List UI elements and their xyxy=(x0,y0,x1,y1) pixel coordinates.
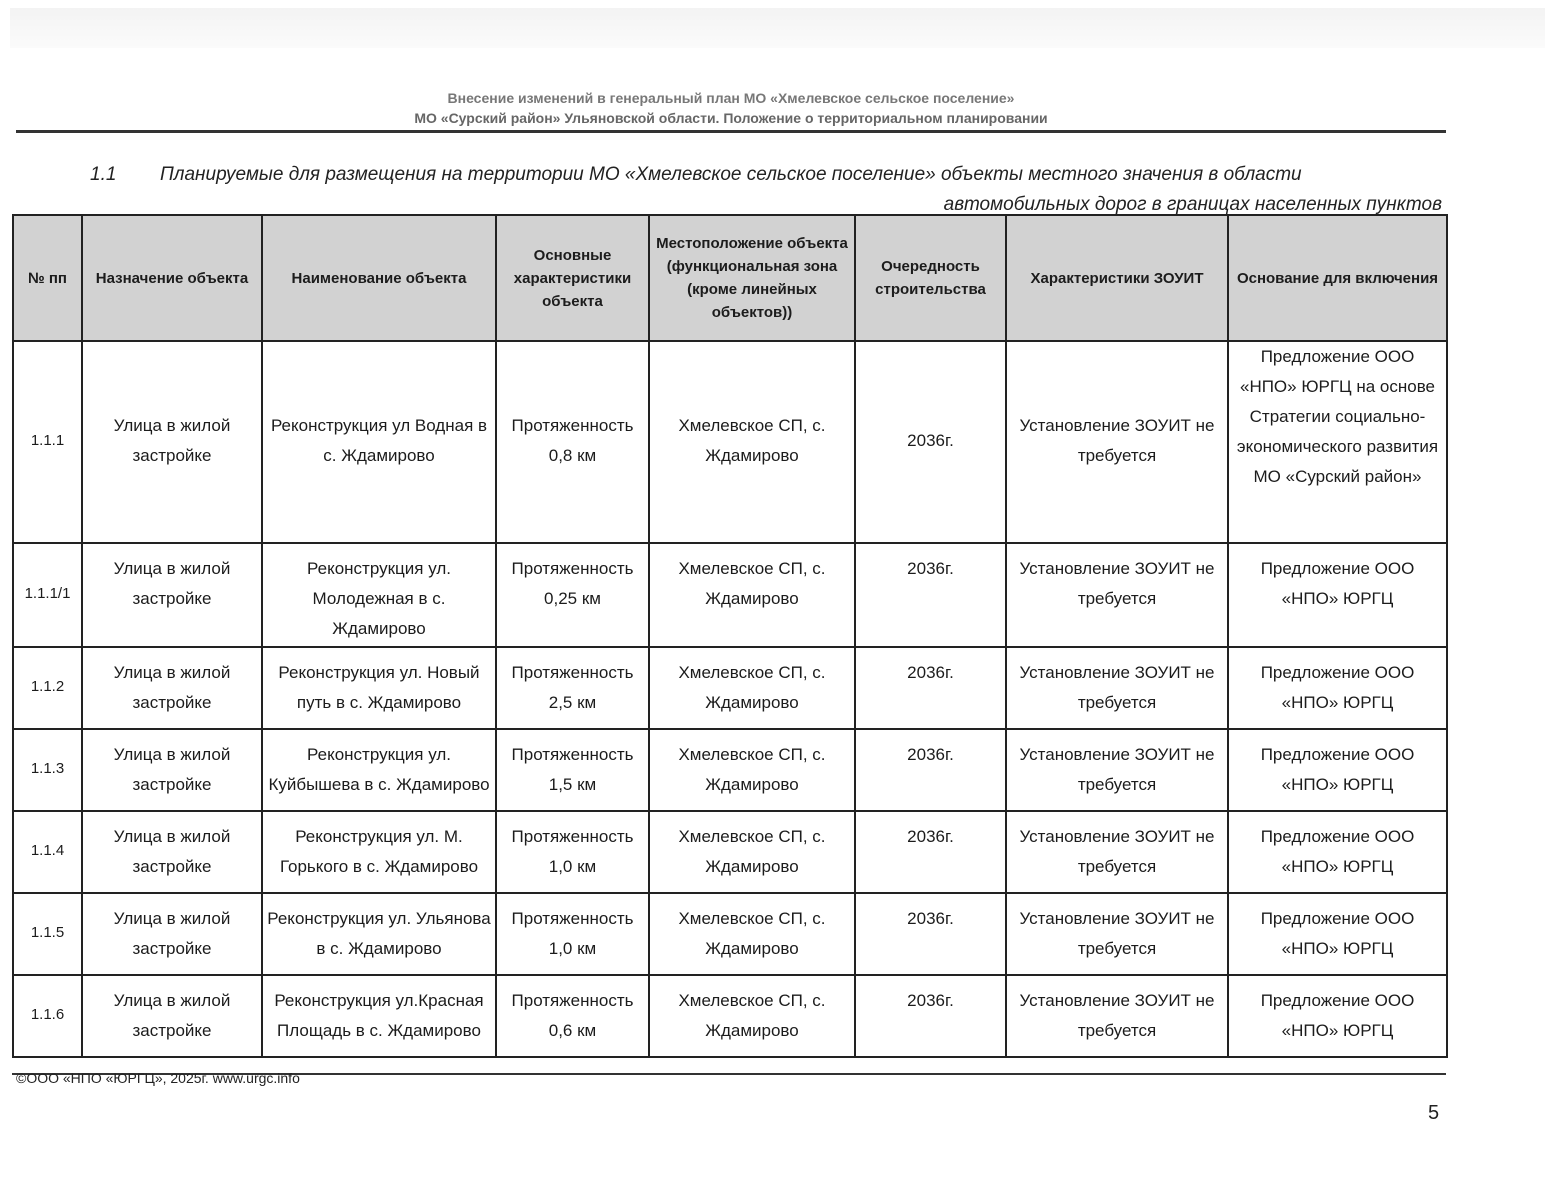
cell-basis: Предложение ООО «НПО» ЮРГЦ xyxy=(1228,647,1447,729)
header-divider xyxy=(16,130,1446,133)
cell-purpose: Улица в жилой застройке xyxy=(82,811,262,893)
cell-name: Реконструкция ул. Куйбышева в с. Ждамирово xyxy=(262,729,496,811)
cell-name: Реконструкция ул. Ульянова в с. Ждамирово xyxy=(262,893,496,975)
cell-zouit: Установление ЗОУИТ не требуется xyxy=(1006,729,1228,811)
column-header: Назначение объекта xyxy=(82,215,262,341)
cell-zouit: Установление ЗОУИТ не требуется xyxy=(1006,647,1228,729)
column-header: Основные характеристики объекта xyxy=(496,215,649,341)
section-title-line-2: автомобильных дорог в границах населенных пунктов xyxy=(943,194,1442,215)
table-row xyxy=(13,647,1447,729)
cell-zouit: Установление ЗОУИТ не требуется xyxy=(1006,341,1228,543)
cell-order: 2036г. xyxy=(855,729,1006,811)
cell-characteristics: Протяженность 2,5 км xyxy=(496,647,649,729)
cell-characteristics: Протяженность 1,0 км xyxy=(496,893,649,975)
cell-purpose: Улица в жилой застройке xyxy=(82,975,262,1057)
table-row xyxy=(13,893,1447,975)
header-line-2: МО «Сурский район» Ульяновской области. Положение о территориальном планировании xyxy=(414,110,1048,126)
cell-name: Реконструкция ул. Молодежная в с. Ждамирово xyxy=(262,543,496,647)
cell-number: 1.1.1 xyxy=(13,341,82,543)
header-line-1: Внесение изменений в генеральный план МО «Хмелевское сельское поселение» xyxy=(447,90,1015,106)
page-number: 5 xyxy=(1428,1102,1440,1124)
cell-location: Хмелевское СП, с. Ждамирово xyxy=(649,729,855,811)
cell-basis: Предложение ООО «НПО» ЮРГЦ xyxy=(1228,543,1447,647)
section-number: 1.1 xyxy=(90,164,117,185)
table-row xyxy=(13,811,1447,893)
cell-location: Хмелевское СП, с. Ждамирово xyxy=(649,647,855,729)
cell-number: 1.1.3 xyxy=(13,729,82,811)
cell-location: Хмелевское СП, с. Ждамирово xyxy=(649,543,855,647)
cell-location: Хмелевское СП, с. Ждамирово xyxy=(649,975,855,1057)
cell-order: 2036г. xyxy=(855,647,1006,729)
cell-number: 1.1.1/1 xyxy=(13,543,82,647)
table-header-row xyxy=(13,215,1447,341)
scan-edge-shadow xyxy=(10,8,1545,48)
cell-order: 2036г. xyxy=(855,341,1006,543)
table-row xyxy=(13,729,1447,811)
cell-purpose: Улица в жилой застройке xyxy=(82,543,262,647)
cell-basis: Предложение ООО «НПО» ЮРГЦ xyxy=(1228,729,1447,811)
column-header: Основание для включения xyxy=(1228,215,1447,341)
cell-basis: Предложение ООО «НПО» ЮРГЦ xyxy=(1228,893,1447,975)
cell-basis: Предложение ООО «НПО» ЮРГЦ xyxy=(1228,811,1447,893)
cell-characteristics: Протяженность 1,0 км xyxy=(496,811,649,893)
column-header: № пп xyxy=(13,215,82,341)
cell-number: 1.1.6 xyxy=(13,975,82,1057)
cell-purpose: Улица в жилой застройке xyxy=(82,647,262,729)
cell-number: 1.1.4 xyxy=(13,811,82,893)
cell-zouit: Установление ЗОУИТ не требуется xyxy=(1006,543,1228,647)
cell-purpose: Улица в жилой застройке xyxy=(82,341,262,543)
cell-zouit: Установление ЗОУИТ не требуется xyxy=(1006,975,1228,1057)
section-title-line-1: Планируемые для размещения на территории МО «Хмелевское сельское поселение» объекты местного значения в области xyxy=(160,164,1302,185)
cell-characteristics: Протяженность 0,6 км xyxy=(496,975,649,1057)
cell-order: 2036г. xyxy=(855,543,1006,647)
cell-characteristics: Протяженность 0,8 км xyxy=(496,341,649,543)
cell-name: Реконструкция ул. М. Горького в с. Ждамирово xyxy=(262,811,496,893)
cell-location: Хмелевское СП, с. Ждамирово xyxy=(649,341,855,543)
cell-basis: Предложение ООО «НПО» ЮРГЦ на основе Стратегии социально-экономического развития МО «Сурский район» xyxy=(1228,341,1447,543)
objects-table xyxy=(12,214,1448,1058)
footer-copyright: ©ООО «НПО «ЮРГЦ», 2025г. www.urgc.info xyxy=(16,1070,300,1086)
column-header: Характеристики ЗОУИТ xyxy=(1006,215,1228,341)
column-header: Местоположение объекта (функциональная зона (кроме линейных объектов)) xyxy=(649,215,855,341)
table-row xyxy=(13,543,1447,647)
cell-number: 1.1.2 xyxy=(13,647,82,729)
cell-characteristics: Протяженность 0,25 км xyxy=(496,543,649,647)
cell-location: Хмелевское СП, с. Ждамирово xyxy=(649,811,855,893)
cell-order: 2036г. xyxy=(855,975,1006,1057)
document-header xyxy=(16,88,1446,128)
cell-zouit: Установление ЗОУИТ не требуется xyxy=(1006,811,1228,893)
table-row xyxy=(13,975,1447,1057)
cell-name: Реконструкция ул Водная в с. Ждамирово xyxy=(262,341,496,543)
cell-characteristics: Протяженность 1,5 км xyxy=(496,729,649,811)
cell-zouit: Установление ЗОУИТ не требуется xyxy=(1006,893,1228,975)
cell-order: 2036г. xyxy=(855,893,1006,975)
cell-order: 2036г. xyxy=(855,811,1006,893)
column-header: Наименование объекта xyxy=(262,215,496,341)
cell-number: 1.1.5 xyxy=(13,893,82,975)
cell-purpose: Улица в жилой застройке xyxy=(82,893,262,975)
cell-basis: Предложение ООО «НПО» ЮРГЦ xyxy=(1228,975,1447,1057)
column-header: Очередность строительства xyxy=(855,215,1006,341)
cell-location: Хмелевское СП, с. Ждамирово xyxy=(649,893,855,975)
cell-name: Реконструкция ул. Новый путь в с. Ждамирово xyxy=(262,647,496,729)
cell-purpose: Улица в жилой застройке xyxy=(82,729,262,811)
table-row xyxy=(13,341,1447,543)
cell-name: Реконструкция ул.Красная Площадь в с. Ждамирово xyxy=(262,975,496,1057)
